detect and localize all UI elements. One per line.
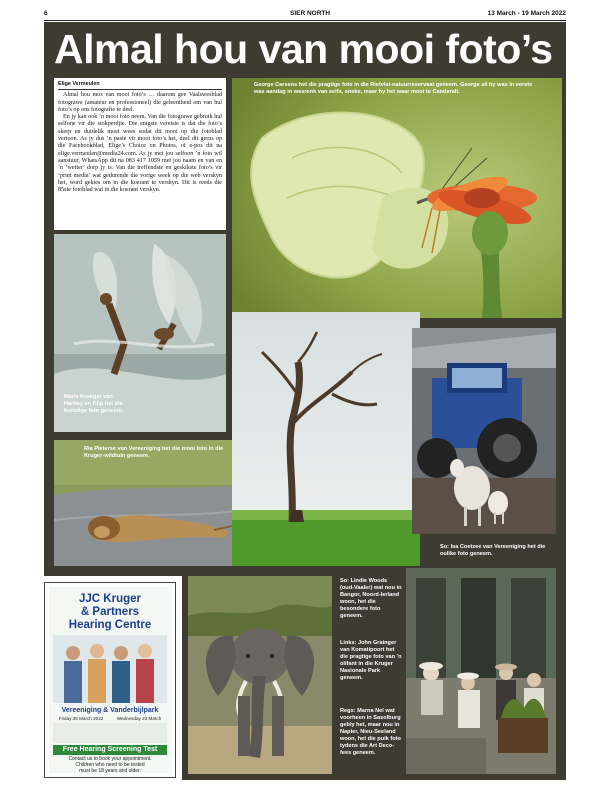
- ad-company-name: JJC Kruger: [79, 593, 141, 605]
- ad-children-line2: must be 18 years and older.: [79, 768, 141, 774]
- ad-date-right: Wednesday 23 March: [116, 716, 162, 721]
- cafe-photo: [406, 568, 556, 774]
- woods-caption: So: Lindie Woods (oud-Vaaler) wat nou in Bangor, Noord-Ierland woon, het die besondere foto geneem.: [340, 578, 402, 619]
- ad-company-line3: Hearing Centre: [68, 619, 152, 631]
- dragonfly-caption: Marie Kroeger van Hartley en Klip het die kunstige foto geneem.: [64, 394, 124, 414]
- headline: Almal hou van mooi foto’s: [54, 26, 553, 72]
- butterfly-illustration: [232, 78, 562, 318]
- ad-children-line: Children who need to be tested: [75, 762, 145, 768]
- ad-content: [49, 587, 171, 773]
- tractor-sheep-illustration: [412, 328, 556, 534]
- cafe-illustration: [406, 568, 556, 774]
- header-rule: [44, 20, 566, 21]
- ad-banner: Free Hearing Screening Test: [53, 745, 167, 755]
- ad-people-photo: [53, 635, 167, 703]
- sheep-photo: [412, 328, 556, 534]
- ad-date-left: Friday 25 March 2022: [58, 716, 104, 721]
- intro-article: [54, 78, 226, 230]
- byline: Elige Vermeulen: [58, 81, 222, 90]
- ad-contact-line: Contact us to book your appointment.: [68, 756, 152, 762]
- advertisement[interactable]: [44, 582, 176, 778]
- cafe-caption: Regs: Marna Nel wat voorheen in Sasolburg gebly het, maar nou in Napier, Nieu-Seeland woon, het die puik foto tydens die Art Deco-fees geneem.: [340, 708, 401, 756]
- tree-illustration: [232, 312, 420, 566]
- elephant-caption: Links: John Grainger van Komatipoort het die pragtige foto van ’n olifant in die Kruger Nasionale Park geneem.: [340, 640, 402, 681]
- sheep-caption: So: Isa Coetzee van Vereeniging het die oulike foto geneem.: [440, 544, 546, 557]
- lion-caption: Ria Pieterse van Vereeniging het die mooi foto in die Kruger-wildtuin geneem.: [84, 446, 224, 459]
- page-number: 6: [44, 10, 48, 17]
- ad-locations: Vereeniging & Vanderbijlpark: [61, 707, 159, 714]
- elephant-illustration: [188, 576, 332, 774]
- butterfly-caption: George Carsens het die pragtige foto in die Rietvlei-natuurreservaat geneem. George sê hy was in eerste was aandag in wesrenk van selfs, soeke, maar hy het waar mooi te Canderalt.: [254, 82, 533, 95]
- intro-paragraph-2: En jy kan ook ’n mooi foto neem. Van die fotograwe gebruik hul selfone vir die stokperdjie. Die enigste vereiste is dat die foto’s skerp en duidelik moet wees sodat dit mooi op die fotoblad vertoon. As jy dus ’n pasie vir mooi foto’s het, deel dit gerus op die Facebookblad, Elige’s Choice on Photos, of e-pos dit na elige.vermeulen@media24.com. As jy met jou selfoon ’n foto wil aanstuur, WhatsApp dit na 083 417 1059 met jou naam en van en ’n ‘wetter’ dorp jy is. Van die treffendste en geskikste foto’s vir ‘print media’ wat gedurende die vorige week op die web verskyn het, word gekies om in die koerant te verskyn. Dit is reeds die 85ste fotoblad wat in die koerant verskyn.: [58, 114, 222, 194]
- butterfly-photo: [232, 78, 562, 318]
- publication-name: SIER NORTH: [290, 10, 331, 17]
- intro-paragraph-1: Almal hou mos van mooi foto’s … daarom gee Vaalswesblad fotograwe (amateur en professioneel) die geleentheid om van hul foto’s op ons fotografie te deel.: [58, 92, 222, 113]
- elephant-photo: [188, 576, 332, 774]
- issue-date: 13 March - 19 March 2022: [487, 10, 566, 17]
- ad-company-line2: & Partners: [80, 606, 140, 618]
- tree-photo: [232, 312, 420, 566]
- ad-location-details: [53, 723, 167, 743]
